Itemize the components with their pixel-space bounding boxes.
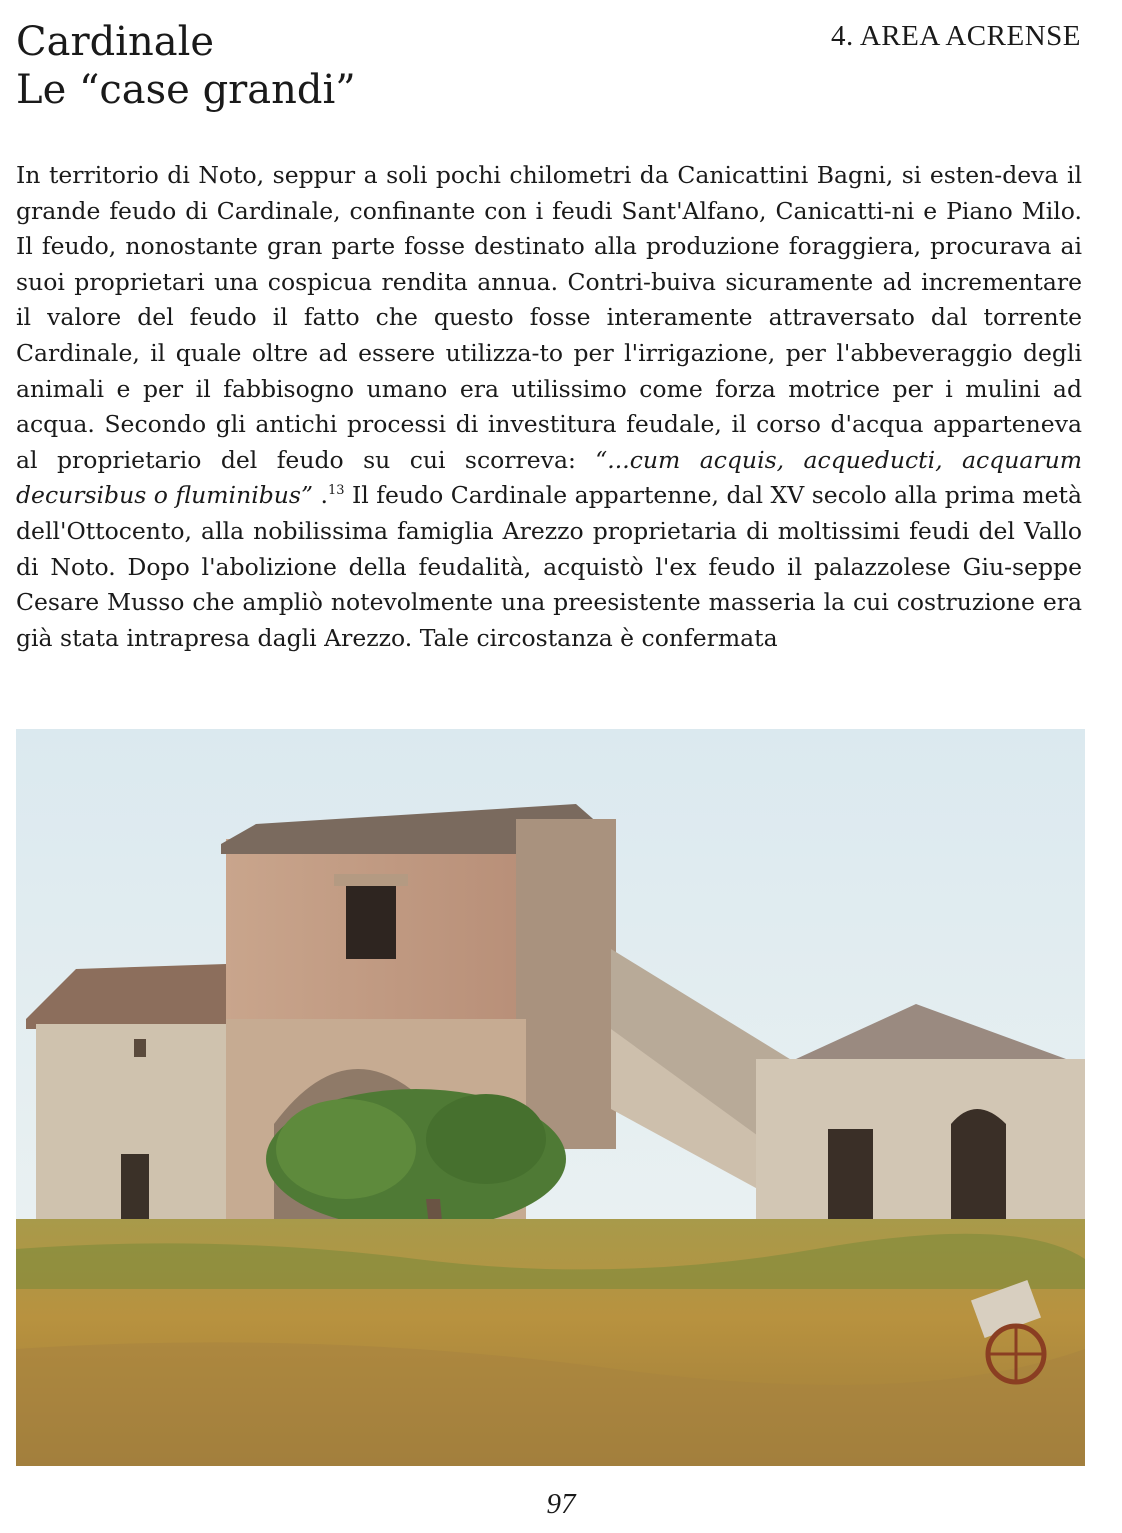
- masseria-photo: [16, 729, 1085, 1466]
- page-title-line1: Cardinale: [16, 19, 215, 65]
- latin-quote: “...cum acquis, acqueducti, acquarum decursibus o fluminibus”: [16, 445, 1082, 510]
- body-text-part1: In territorio di Noto, seppur a soli pochi chilometri da Canicattini Bagni, si esten-deva il grande feudo di Cardinale, confinante con i feudi Sant'Alfano, Canicatti-ni e Piano Milo. Il feudo, nonostante gran parte fosse destinato alla produzione foraggiera, procurava ai suoi proprietari una cospicua rendita annua. Contri-buiva sicuramente ad incrementare il valore del feudo il fatto che questo fosse interamente attraversato dal torrente Cardinale, il quale oltre ad essere utilizza-to per l'irrigazione, per l'abbeveraggio degli animali e per il fabbisogno umano era utilissimo come forza motrice per i mulini ad acqua. Secondo gli antichi processi di investitura feudale, il corso d'acqua apparteneva al proprietario del feudo su cui scorreva:: [16, 161, 1082, 474]
- page-title: [16, 18, 356, 114]
- page-title-line2: Le “case grandi”: [16, 67, 356, 113]
- masseria-illustration: [16, 729, 1085, 1466]
- body-paragraph: [16, 158, 1082, 656]
- section-label: 4. AREA ACRENSE: [830, 20, 1081, 52]
- page-number: 97: [546, 1488, 576, 1520]
- body-text-part2: Il feudo Cardinale appartenne, dal XV secolo alla prima metà dell'Ottocento, alla nobilissima famiglia Arezzo proprietaria di moltissimi feudi del Vallo di Noto. Dopo l'abolizione della feudalità, acquistò l'ex feudo il palazzolese Giu-seppe Cesare Musso che ampliò notevolmente una preesistente masseria la cui costruzione era già stata intrapresa dagli Arezzo. Tale circostanza è confermata: [16, 481, 1082, 652]
- footnote-ref: 13: [327, 483, 345, 499]
- quote-punctuation: .: [312, 481, 328, 510]
